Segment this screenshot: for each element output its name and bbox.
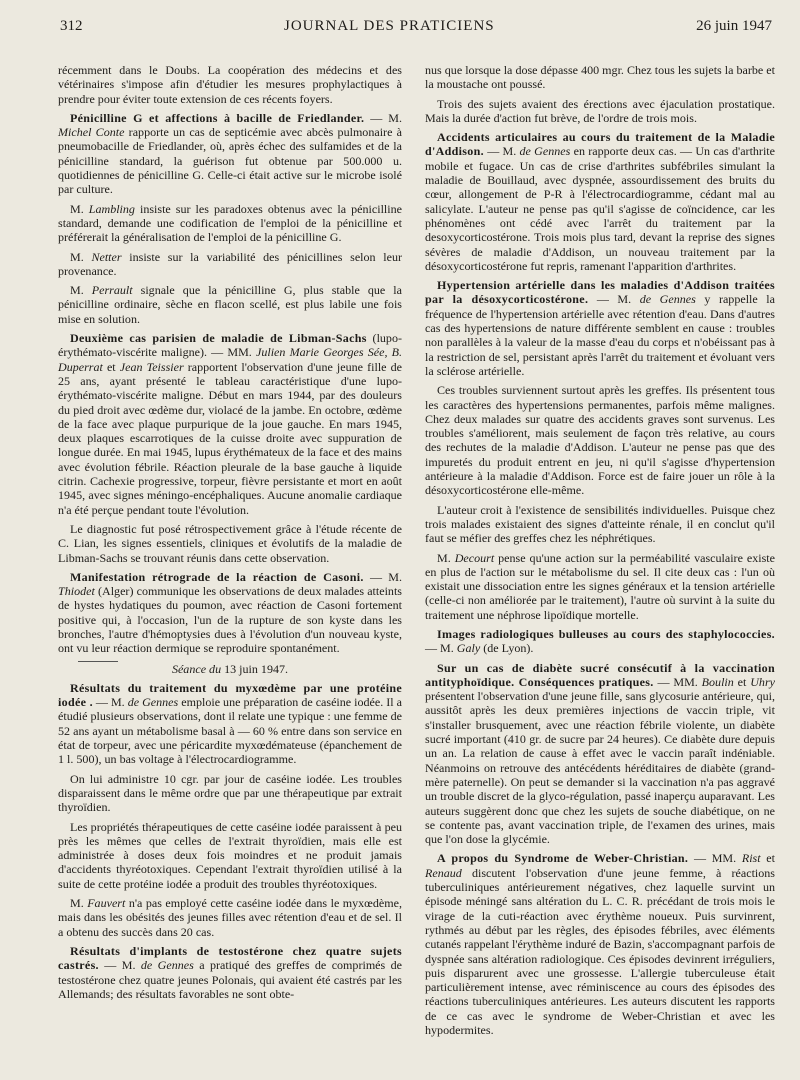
text-run: — MM. xyxy=(688,851,742,866)
paragraph: L'auteur croit à l'existence de sensibilités individuelles. Puisque chez trois malades existaient des signes d'atteinte rénale, il en conclut qu'il faut se méfier des greffes chez les néphrétiques. xyxy=(425,502,775,546)
issue-date: 26 juin 1947 xyxy=(696,18,772,34)
paragraph xyxy=(58,896,402,939)
text-run: 13 juin 1947. xyxy=(221,661,289,676)
text-run: M. xyxy=(437,550,455,565)
text-run: (lupo-érythémato-viscérite maligne). — MM. xyxy=(58,331,402,360)
text-run: en rapporte deux cas. — Un cas d'arthrite mobile et fugace. Un cas de crise d'arthrites subfébriles simulant la maladie de Bouillaud, avec dyspnée, assourdissement des bruits du cœur, allongement de P-R à l'électrocardiogramme, cédant mal au salicylate. L'auteur ne pense pas qu'il s'agisse de coïncidence, car les phénomènes ont cédé avec l'arrêt du traitement par la desoxycorticostérone. Trois mois plus tard, devant la reprise des signes sévères de maladie d'Addison, un nouveau traitement par la désoxycorticostérone fut repris, ramenant l'apparition d'arthrites. xyxy=(425,144,775,273)
author-name: Rist xyxy=(741,851,761,866)
section-title: Manifestation rétrograde de la réaction de Casoni. xyxy=(70,569,364,584)
text-run: discutent l'observation d'une jeune femme, à réactions tuberculiniques antérieurement négatives, chez laquelle survint un épisode méningé sans altération du L. C. R. précédant de trois mois le virage de la cuti-réaction avec érythème noueux. Puis survinrent, rythmés au début par les règles, des épisodes fébriles, avec éléments cutanés rappelant l'érythème induré de Bazin, s'accompagnant parfois de dyspnée sans altération radiologique. Ces épisodes devinrent irréguliers, puis disparurent avec une grossesse. L'allergie tuberculeuse était particulièrement intense, avec réminiscence au cours des épisodes des réactions tuberculiniques antérieures. Les auteurs discutent les rapports de ce cas avec le syndrome de Weber-Christian et avec les hypodermites. xyxy=(425,865,775,1037)
author-name: Jean Teissier xyxy=(119,359,184,374)
text-run: (de Lyon). xyxy=(480,641,534,656)
paragraph: récemment dans le Doubs. La coopération des médecins et des vétérinaires s'impose afin d'étudier les mesures prophylactiques à prendre pour éviter toute extension de ces récents foyers. xyxy=(58,63,402,106)
section-addison-arthritis xyxy=(425,130,775,273)
author-name: Perrault xyxy=(91,283,133,298)
paragraph xyxy=(58,250,402,279)
right-column xyxy=(425,63,775,1042)
journal-title: JOURNAL DES PRATICIENS xyxy=(284,18,495,34)
seance-heading xyxy=(58,662,402,676)
text-run: — M. xyxy=(588,292,640,307)
text-run: emploie une préparation de caséine iodée. Il a étudié plusieurs observations, dont il relate une typique : une femme de 52 ans ayant un métabolisme basal à — 60 % entre dans son service en état de torpeur, avec une péricardite myxœdémateuse (épanchement de 1 l. 500), un bas voltage à l'électrocardiogramme. xyxy=(58,695,402,767)
text-run: — MM. xyxy=(653,674,702,689)
section-title: Pénicilline G et affections à bacille de Friedlander. xyxy=(70,110,365,125)
text-run: — M. xyxy=(98,958,141,973)
text-run: — M. xyxy=(363,569,402,584)
text-run: n'a pas employé cette caséine iodée dans le myxœdème, mais dans les obésités des jeunes filles avec rétention d'eau et de sel. Il a obtenu des succès dans 20 cas. xyxy=(58,896,402,939)
paragraph xyxy=(58,283,402,326)
text-run: insiste sur les paradoxes obtenus avec la pénicilline standard, demande une codification de l'emploi de la pénicilline et préférerait la généralisation de l'emploi de la pénicilline G. xyxy=(58,201,402,245)
section-staphylococcies xyxy=(425,627,775,656)
author-name: Galy xyxy=(456,641,481,656)
author-name: Julien Marie Georges Sée, B. Duperrat xyxy=(58,345,402,374)
text-run: — M. xyxy=(92,695,128,710)
paragraph: Trois des sujets avaient des érections avec éjaculation prostatique. Mais la durée d'action fut brève, de l'ordre de trois mois. xyxy=(425,96,775,125)
author-name: Decourt xyxy=(454,550,495,565)
author-name: Lambling xyxy=(88,201,135,216)
text-run: a pratiqué des greffes de comprimés de testostérone chez quatre jeunes Polonais, qui avaient été castrés par les Allemands; des résultats favorables ne sont obte- xyxy=(58,958,402,1001)
paragraph xyxy=(425,551,775,622)
section-title: Deuxième cas parisien de maladie de Libman-Sachs xyxy=(70,331,367,346)
text-run: — M. xyxy=(425,641,457,656)
author-name: de Gennes xyxy=(519,144,571,159)
text-run: y rappelle la fréquence de l'hypertension artérielle avec rétention d'eau. Dans d'autres cas des hypertensions de nature différente semblent en cause : troubles non parallèles à la valeur de la masse d'eau du corps et n'obéissant pas à la restriction de sel, persistant après l'arrêt du traitement et évoluant vers la sclérose artérielle. xyxy=(425,292,775,378)
text-run: et xyxy=(733,674,751,689)
section-diabete xyxy=(425,661,775,847)
author-name: Netter xyxy=(91,249,122,264)
text-run: Séance du xyxy=(171,661,222,676)
paragraph xyxy=(58,202,402,245)
text-run: et xyxy=(102,359,120,374)
text-run: signale que la pénicilline G, plus stable que la pénicilline ordinaire, sèche en flacon scellé, est plus labile une fois mise en solution. xyxy=(58,283,402,326)
author-name: Renaud xyxy=(425,865,462,880)
left-column xyxy=(58,63,402,1006)
text-run: insiste sur la variabilité des pénicillines selon leur provenance. xyxy=(58,249,402,278)
section-title: Résultats du traitement du myxœdème par une protéine iodée . xyxy=(58,680,402,710)
author-name: de Gennes xyxy=(127,695,179,710)
paragraph: Ces troubles surviennent surtout après les greffes. Ils présentent tous les caractères des hypertensions permanentes, parfois même malignes. Chez deux malades sur quatre des accidents graves sont survenus. Les troubles s'améliorent, mais seulement de façon très relative, au cours des rechutes de la maladie d'Addison. L'auteur ne pense pas que des impuretés du produit entrent en jeu, ni qu'il s'agisse d'hypertension antérieure à la maladie d'Addison. Force est de faire jouer un rôle à la désoxycorticostérone elle-même. xyxy=(425,383,775,498)
paragraph: On lui administre 10 cgr. par jour de caséine iodée. Les troubles disparaissent dans le même ordre que par une thérapeutique par extrait thyroïdien. xyxy=(58,771,402,815)
text-run: et xyxy=(760,851,775,866)
paragraph: nus que lorsque la dose dépasse 400 mgr. Chez tous les sujets la barbe et la moustache ont poussé. xyxy=(425,63,775,92)
section-title: Sur un cas de diabète sucré consécutif à la vaccination antityphoïdique. Conséquences pratiques. xyxy=(425,660,775,689)
author-name: Boulin xyxy=(701,674,734,689)
paragraph: Le diagnostic fut posé rétrospectivement grâce à l'étude récente de C. Lian, les signes essentiels, cliniques et évolutifs de la maladie de Libman-Sachs se trouvant réunis dans cette observation. xyxy=(58,521,402,565)
author-name: de Gennes xyxy=(140,958,194,973)
text-run: — M. xyxy=(364,110,402,125)
text-run: M. xyxy=(70,201,89,216)
text-run: pense qu'une action sur la perméabilité vasculaire existe en plus de l'action sur le métabolisme du sel. Il cite deux cas : l'un où existait une dissociation entre les signes généraux et la tension artérielle (celle-ci non améliorée par le traitement), l'autre où survint à la suite du traitement une néphrose lipoïdique mortelle. xyxy=(425,550,775,622)
author-name: de Gennes xyxy=(639,292,696,307)
section-title: Images radiologiques bulleuses au cours des staphylococcies. xyxy=(437,626,775,641)
section-libman-sachs xyxy=(58,331,402,517)
section-myxoedeme xyxy=(58,681,402,767)
section-casoni xyxy=(58,570,402,656)
section-title: Accidents articulaires au cours du traitement de la Maladie d'Addison. xyxy=(425,130,775,159)
text-run: — M. xyxy=(483,144,520,159)
section-hypertension xyxy=(425,278,775,378)
text-run: rapporte un cas de septicémie avec abcès pulmonaire à pneumobacille de Friedlander, où, après échec des sulfamides et de la pénicilline standard, la guérison fut obtenue par 500.000 u. quotidiennes de pénicilline G. Celle-ci était active sur le microbe isolé par culture. xyxy=(58,125,402,197)
text-run: M. xyxy=(70,896,88,911)
page-number: 312 xyxy=(60,18,83,34)
section-title: Résultats d'implants de testostérone chez quatre sujets castrés. xyxy=(58,943,402,973)
text-run: M. xyxy=(70,249,92,264)
author-name: Michel Conte xyxy=(58,125,125,140)
paragraph: Les propriétés thérapeutiques de cette caséine iodée paraissent à peu près les mêmes que celles de l'extrait thyroïdien, mais elle est administrée à doses deux fois moindres et ne produit jamais d'accidents thyréotoxiques. Cependant l'extrait thyroïdien utilisé à la suite de cette protéine iodée a produit des troubles thyréotoxiques. xyxy=(58,819,402,891)
section-friedlander xyxy=(58,111,402,197)
text-run: rapportent l'observation d'une jeune fille de 25 ans, ayant présenté le tableau caractéristique d'une lupo-érythémato-viscérite maligne. Début en mars 1944, par des douleurs du pied droit avec œdème dur, violacé de la jambe. En octobre, œdème de la face avec plaque purpurique de la joue gauche. En mars 1945, deux plaques escarrotiques de la cuisse droite avec suppuration de longue durée. En mai 1945, lupus érythémateux de la face et des mains avec évolution fébrile. Réaction pleurale de la base gauche à liquide citrin. Cachexie progressive, torpeur, fièvre persistante et mort en août 1945, avec signes méningo-encéphaliques. Aucune anomalie cardiaque n'a été perçue pendant toute l'évolution. xyxy=(58,359,402,517)
text-run: M. xyxy=(70,283,92,298)
author-name: Thiodet xyxy=(58,584,95,599)
text-run: présentent l'observation d'une jeune fille, sans glycosurie antérieure, qui, aussitôt après les deux premières injections de vaccin triple, vit s'installer brusquement, avec une réaction fébrile violente, un diabète sucré important (410 gr. de sucre par 24 heures). Ce diabète dure depuis un an. La relation de cause à effet avec le vaccin paraît indéniable. Néanmoins on retrouve des antécédents héréditaires de diabète (grand-mère paternelle). On peut se demander si la vaccination n'a pas aggravé un trouble discret de la glyco-régulation, passé inaperçu auparavant. Les auteurs suggèrent donc que chez les sujets de souche diabétique, on ne se contente pas, avant vaccination triple, de l'examen des urines, mais que l'on dose la glycémie. xyxy=(425,689,775,847)
section-title: A propos du Syndrome de Weber-Christian. xyxy=(437,851,689,866)
author-name: Uhry xyxy=(750,674,775,689)
section-testosterone xyxy=(58,944,402,1001)
page-header xyxy=(60,18,772,40)
text-run: (Alger) communique les observations de deux malades atteints de hystes hydatiques du poumon, avec réaction de Casoni fortement positive qui, à l'occasion, l'un de la rupture de son kyste dans les bronches, l'autre d'hémoptysies dues à l'évolution d'un nouveau kyste, ont vu leur réaction dermique se reproduire spontanément. xyxy=(58,584,402,656)
author-name: Fauvert xyxy=(87,896,126,911)
section-title: Hypertension artérielle dans les maladies d'Addison traitées par la désoxycorticostérone. xyxy=(425,278,775,307)
section-weber-christian xyxy=(425,851,775,1037)
